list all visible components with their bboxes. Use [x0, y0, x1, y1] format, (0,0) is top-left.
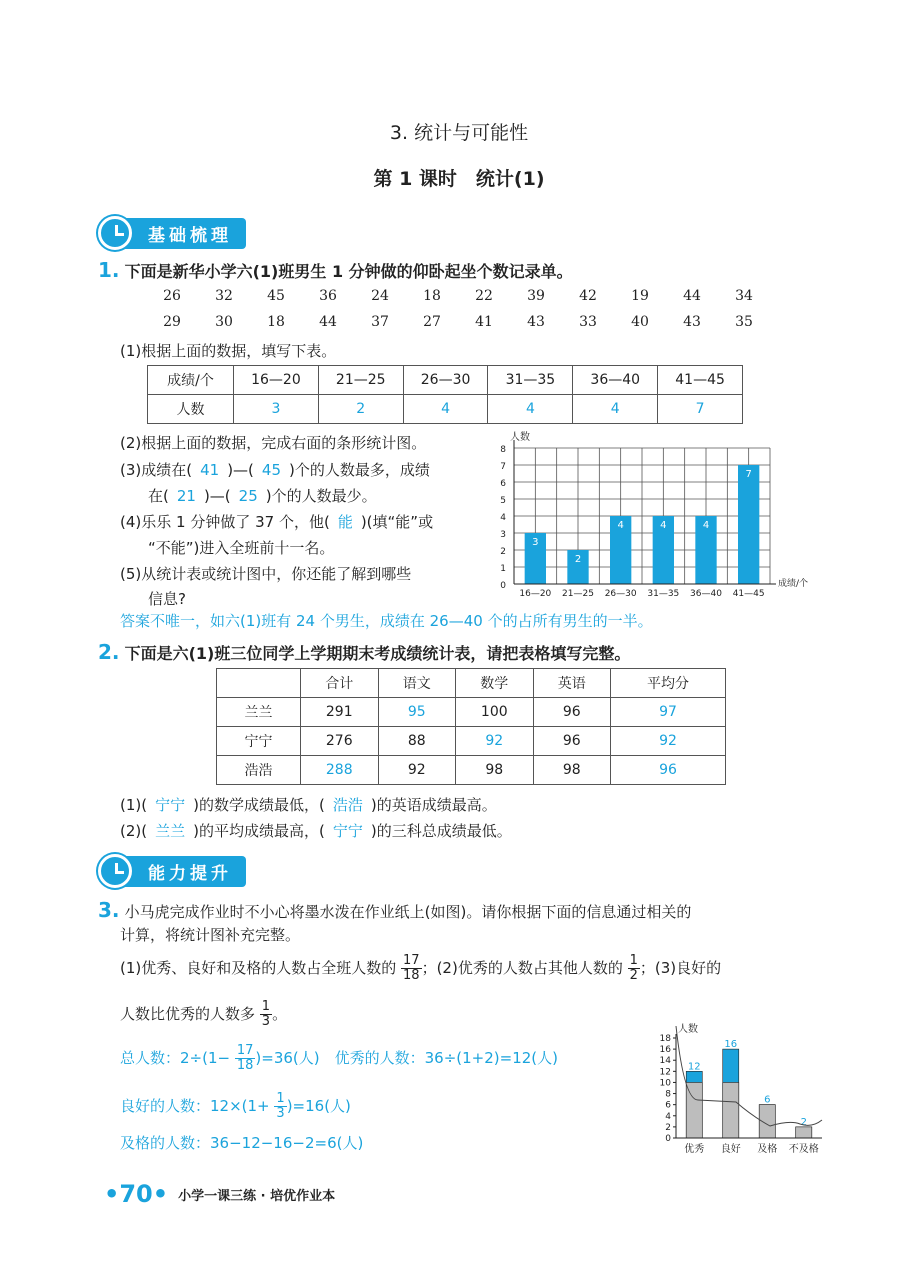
bar-value-label: 16: [724, 1039, 738, 1051]
score-cell: 276: [301, 727, 379, 756]
q1-table-h2: 人数: [148, 395, 234, 424]
y-tick-label: 4: [500, 513, 506, 523]
x-tick-label: 41—45: [732, 589, 765, 598]
range-cell: 16—20: [234, 366, 319, 395]
x-tick-label: 16—20: [519, 589, 552, 598]
numerator: 1: [261, 999, 271, 1014]
answer-ningning: 宁宁: [155, 796, 186, 814]
q2-header-english: 英语: [533, 669, 611, 698]
book-title: 小学一课三练 · 培优作业本: [178, 1188, 336, 1204]
data-value: 18: [423, 288, 441, 304]
clock-icon: [98, 216, 132, 250]
q3-cond-line2: [120, 1000, 287, 1029]
q2-header-chinese: 语文: [378, 669, 456, 698]
bar-value-label: 7: [745, 469, 752, 480]
footer: [104, 1180, 335, 1208]
data-value: 44: [319, 314, 337, 330]
y-tick-label: 2: [665, 1122, 671, 1133]
denominator: 3: [261, 1014, 271, 1029]
section-basic-label: 基础梳理: [118, 218, 246, 249]
bar-original: [723, 1082, 739, 1138]
q1-stem: [98, 258, 573, 282]
bar-value-label: 2: [800, 1116, 807, 1128]
section-basic-banner: [98, 218, 246, 248]
q3-number: 3.: [98, 898, 120, 922]
text: )—(: [203, 487, 231, 505]
numerator: 17: [236, 1043, 254, 1058]
q1-part5-answer: 答案不唯一，如六(1)班有 24 个男生，成绩在 26—40 个的占所有男生的一半。: [120, 612, 653, 630]
q1-table: [147, 365, 743, 424]
answer-lanlan: 兰兰: [155, 822, 186, 840]
data-value: 32: [215, 288, 233, 304]
answer-cell: 288: [301, 756, 379, 785]
score-cell: 96: [533, 727, 611, 756]
answer-cell: 96: [611, 756, 726, 785]
score-cell: 96: [533, 698, 611, 727]
text: )—(: [227, 461, 254, 479]
data-value: 27: [423, 314, 441, 330]
q2-header-avg: 平均分: [611, 669, 726, 698]
q2-header-total: 合计: [301, 669, 379, 698]
data-value: 45: [267, 288, 285, 304]
text: )的三科总成绩最低。: [370, 822, 512, 840]
count-cell: 3: [234, 395, 319, 424]
data-value: 41: [475, 314, 493, 330]
fraction-1-3: [274, 1092, 286, 1121]
data-value: 35: [735, 314, 753, 330]
data-value: 37: [371, 314, 389, 330]
text: ；(2)优秀的人数占其他人数的: [421, 959, 623, 977]
text: )=16(人): [286, 1097, 351, 1115]
y-tick-label: 8: [500, 445, 506, 455]
q3-text2: 计算，将统计图补充完整。: [120, 926, 301, 944]
bar-original: [796, 1127, 812, 1138]
y-tick-label: 10: [659, 1078, 671, 1089]
data-value: 30: [215, 314, 233, 330]
q1-number: 1.: [98, 258, 120, 282]
data-value: 43: [527, 314, 545, 330]
answer-neng: 能: [337, 513, 353, 531]
text: (1)优秀、良好和及格的人数占全班人数的: [120, 959, 397, 977]
score-cell: 98: [533, 756, 611, 785]
page-number: •70•: [104, 1180, 169, 1208]
text: )个的人数最少。: [265, 487, 377, 505]
denominator: 18: [403, 968, 420, 983]
q2-sub2: [120, 820, 512, 841]
section-advance-label: 能力提升: [118, 856, 246, 887]
bar-value-label: 2: [574, 554, 582, 565]
range-cell: 41—45: [658, 366, 743, 395]
bar-value-label: 4: [617, 520, 624, 531]
x-tick-label: 优秀: [684, 1144, 705, 1155]
q3-bar-chart: [640, 1020, 826, 1160]
q3-answer2: [120, 1092, 351, 1121]
y-tick-label: 4: [665, 1111, 671, 1122]
y-tick-label: 3: [500, 530, 506, 540]
x-tick-label: 良好: [720, 1144, 741, 1155]
q3-answer1: [120, 1044, 558, 1073]
q1-bar-chart: [480, 426, 832, 598]
y-tick-label: 7: [500, 462, 506, 472]
student-name: 浩浩: [217, 756, 301, 785]
q1-text: 下面是新华小学六(1)班男生 1 分钟做的仰卧起坐个数记录单。: [124, 262, 573, 281]
text: 。: [272, 1005, 288, 1023]
y-axis-label: 人数: [510, 432, 530, 443]
q1-part4-line1: [120, 511, 433, 532]
fraction-1-3: [260, 1000, 272, 1029]
score-cell: 98: [456, 756, 534, 785]
range-cell: 36—40: [573, 366, 658, 395]
answer-25: 25: [238, 487, 258, 505]
answer-21: 21: [176, 487, 196, 505]
count-cell: 2: [318, 395, 403, 424]
x-tick-label: 31—35: [647, 589, 680, 598]
q1-part1: (1)根据上面的数据，填写下表。: [120, 342, 337, 360]
answer-cell: 97: [611, 698, 726, 727]
y-tick-label: 0: [500, 581, 506, 591]
data-value: 29: [163, 314, 181, 330]
q1-part5-line1: (5)从统计表或统计图中，你还能了解到哪些: [120, 565, 412, 583]
q2-number: 2.: [98, 640, 120, 664]
answer-haohao: 浩浩: [332, 796, 363, 814]
denominator: 3: [276, 1106, 285, 1121]
numerator: 17: [403, 953, 420, 968]
data-value: 40: [631, 314, 649, 330]
data-value: 36: [319, 288, 337, 304]
score-cell: 88: [378, 727, 456, 756]
text: 在(: [148, 487, 169, 505]
score-cell: 92: [378, 756, 456, 785]
q2-header-math: 数学: [456, 669, 534, 698]
data-value: 44: [683, 288, 701, 304]
x-tick-label: 26—30: [604, 589, 637, 598]
text: 良好的人数：12×(1+: [120, 1097, 270, 1115]
count-cell: 4: [403, 395, 488, 424]
lesson-title: 第 1 课时 统计(1): [373, 168, 545, 190]
data-value: 18: [267, 314, 285, 330]
count-cell: 4: [488, 395, 573, 424]
q1-part3-line2: [148, 485, 377, 506]
score-cell: 100: [456, 698, 534, 727]
answer-45: 45: [261, 461, 282, 479]
clock-icon: [98, 854, 132, 888]
data-value: 43: [683, 314, 701, 330]
data-value: 39: [527, 288, 545, 304]
bar: [738, 465, 759, 584]
fraction-17-18: [401, 954, 422, 983]
q2-table: [216, 668, 726, 785]
y-tick-label: 8: [665, 1089, 671, 1100]
q1-part5-line2: 信息?: [148, 590, 186, 608]
q3-cond-line1: [120, 954, 721, 983]
text: 总人数：2÷(1−: [120, 1049, 231, 1067]
count-cell: 7: [658, 395, 743, 424]
text: (4)乐乐 1 分钟做了 37 个，他(: [120, 513, 330, 531]
q2-header-blank: [217, 669, 301, 698]
text: (2)(: [120, 822, 148, 840]
text: )=36(人) 优秀的人数：36÷(1+2)=12(人): [255, 1049, 558, 1067]
y-tick-label: 18: [659, 1034, 671, 1044]
denominator: 2: [629, 968, 638, 983]
q1-data-row1: [146, 288, 770, 304]
bar-value-label: 3: [532, 537, 539, 548]
text: (1)(: [120, 796, 148, 814]
y-tick-label: 2: [500, 547, 506, 557]
fraction-17-18: [235, 1044, 256, 1073]
unit-title: 3. 统计与可能性: [389, 122, 529, 144]
text: (3)成绩在(: [120, 461, 193, 479]
q1-table-h1: 成绩/个: [148, 366, 234, 395]
q2-sub1: [120, 794, 497, 815]
bar-value-label: 4: [702, 520, 710, 531]
section-advance-banner: [98, 856, 246, 886]
text: )的数学成绩最低，(: [193, 796, 325, 814]
q1-part4-line2: “不能”)进入全班前十一名。: [148, 539, 335, 557]
student-name: 宁宁: [217, 727, 301, 756]
data-value: 26: [163, 288, 181, 304]
y-tick-label: 6: [500, 479, 506, 489]
y-tick-label: 5: [500, 496, 506, 506]
data-value: 22: [475, 288, 493, 304]
data-value: 19: [631, 288, 649, 304]
count-cell: 4: [573, 395, 658, 424]
answer-41: 41: [200, 461, 220, 479]
text: 人数比优秀的人数多: [120, 1005, 256, 1023]
data-value: 33: [579, 314, 597, 330]
y-tick-label: 12: [659, 1067, 671, 1078]
text: )个的人数最多，成绩: [289, 461, 430, 479]
bar-value-label: 4: [660, 520, 667, 531]
x-axis-label: 成绩/个: [778, 579, 809, 589]
q1-part3-line1: [120, 459, 430, 480]
q1-part2: (2)根据上面的数据，完成右面的条形统计图。: [120, 434, 427, 452]
bar-value-label: 12: [687, 1061, 701, 1073]
q1-data-row2: [146, 314, 770, 330]
text: )的平均成绩最高，(: [193, 822, 325, 840]
student-name: 兰兰: [217, 698, 301, 727]
answer-cell: 92: [456, 727, 534, 756]
answer-cell: 95: [378, 698, 456, 727]
q3-answer3: 及格的人数：36−12−16−2=6(人): [120, 1134, 364, 1152]
numerator: 1: [276, 1091, 285, 1106]
score-cell: 291: [301, 698, 379, 727]
range-cell: 21—25: [318, 366, 403, 395]
y-tick-label: 16: [659, 1045, 671, 1056]
x-tick-label: 不及格: [788, 1144, 819, 1155]
text: )(填“能”或: [360, 513, 434, 531]
y-axis-label: 人数: [678, 1024, 698, 1035]
answer-cell: 92: [611, 727, 726, 756]
text: )的英语成绩最高。: [370, 796, 497, 814]
answer-ningning-2: 宁宁: [332, 822, 363, 840]
range-cell: 31—35: [488, 366, 573, 395]
data-value: 42: [579, 288, 597, 304]
q3-stem-line1: [98, 898, 691, 922]
q2-text: 下面是六(1)班三位同学上学期期末考成绩统计表，请把表格填写完整。: [124, 644, 631, 663]
text: ；(3)良好的: [639, 959, 722, 977]
x-tick-label: 及格: [757, 1144, 778, 1155]
data-value: 24: [371, 288, 389, 304]
denominator: 18: [236, 1058, 254, 1073]
x-tick-label: 36—40: [690, 589, 722, 598]
y-tick-label: 6: [665, 1100, 671, 1111]
bar-value-label: 6: [764, 1094, 771, 1106]
fraction-1-2: [628, 954, 640, 983]
y-tick-label: 14: [659, 1056, 671, 1067]
q3-text1: 小马虎完成作业时不小心将墨水泼在作业纸上(如图)。请你根据下面的信息通过相关的: [124, 903, 692, 921]
y-tick-label: 1: [500, 564, 506, 574]
q2-stem: [98, 640, 630, 664]
range-cell: 26—30: [403, 366, 488, 395]
x-tick-label: 21—25: [562, 589, 594, 598]
y-tick-label: 0: [665, 1134, 671, 1144]
data-value: 34: [735, 288, 753, 304]
numerator: 1: [629, 953, 638, 968]
